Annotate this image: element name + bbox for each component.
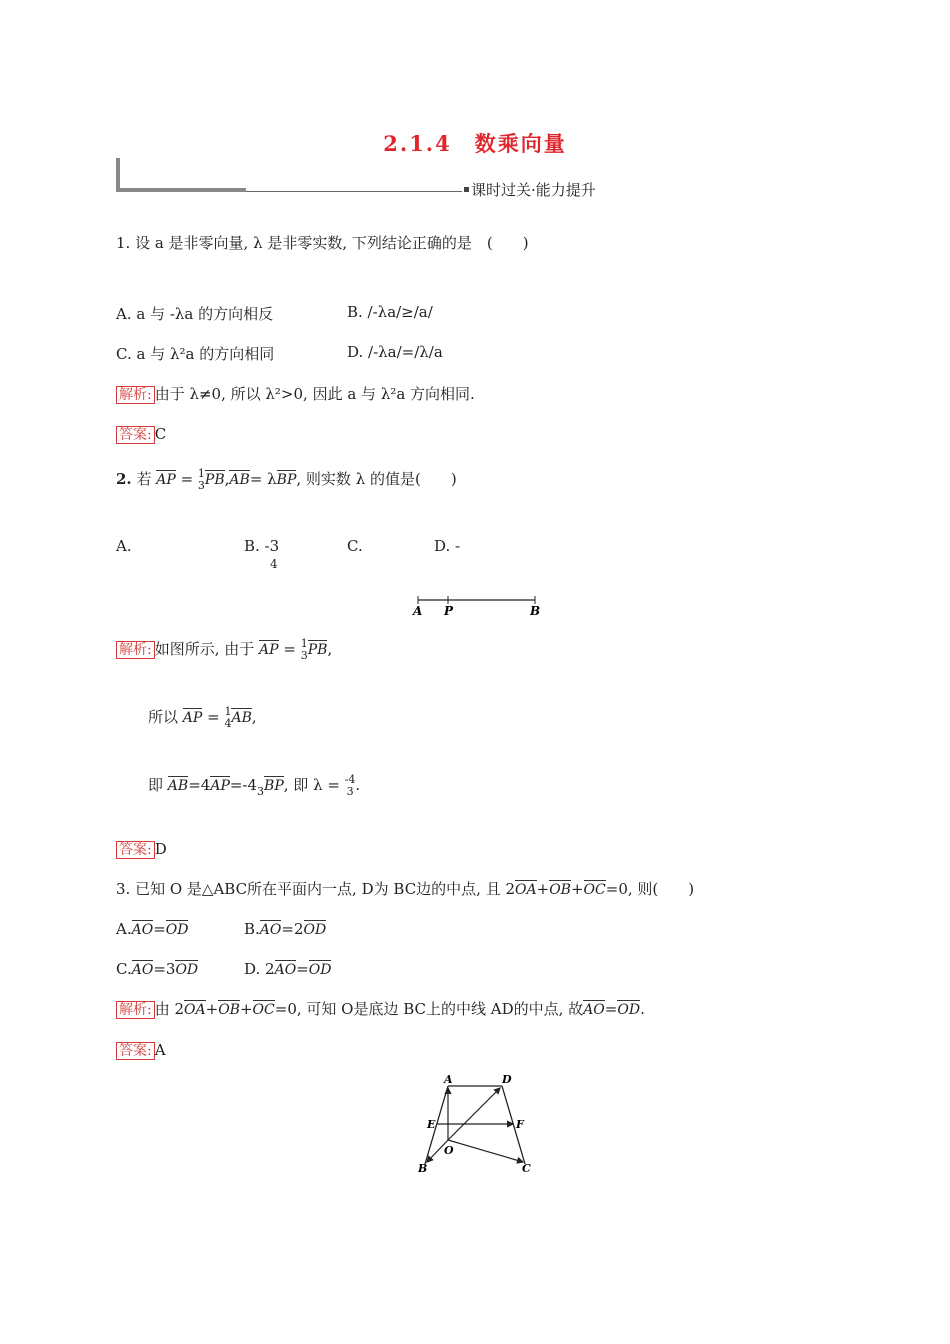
q3-trapezoid-figure bbox=[410, 1068, 540, 1178]
q1-answer bbox=[116, 424, 166, 444]
label-b: B bbox=[418, 1162, 428, 1175]
vec-ap: AP bbox=[182, 710, 203, 726]
page-title: 2.1.4 数乘向量 bbox=[383, 131, 567, 156]
label-a: A bbox=[444, 1073, 453, 1086]
vec-bp: BP bbox=[276, 472, 297, 488]
eq-neg-four: =-4 bbox=[229, 776, 258, 794]
q1-option-b: B. /-λa/≥/a/ bbox=[347, 303, 433, 321]
q3-stem: 3. 已知 O 是△ABC所在平面内一点, D为 BC边的中点, 且 2OA+OB+OC=0, 则( ) bbox=[116, 880, 695, 898]
q1-analysis-text: 由于 λ≠0, 所以 λ²>0, 因此 a 与 λ²a 方向相同. bbox=[154, 385, 475, 403]
vector-od bbox=[448, 1088, 500, 1140]
frac-one-fourth: 1 4 bbox=[224, 705, 232, 730]
q2-stem-post: , 则实数 λ 的值是( ) bbox=[296, 470, 457, 488]
header-label: 课时过关·能力提升 bbox=[471, 181, 596, 199]
label-d: D bbox=[502, 1073, 512, 1086]
frac-neg-four-thirds: -4 3 bbox=[344, 773, 356, 798]
vec-bp: BP bbox=[264, 778, 284, 794]
q2-analysis: 解析: 如图所示, 由于 AP = 1 3PB, bbox=[116, 638, 332, 662]
label-a: A bbox=[413, 604, 423, 618]
eq-sign: = bbox=[207, 708, 220, 726]
vec-ap: AP bbox=[259, 642, 279, 658]
label-o: O bbox=[444, 1144, 454, 1157]
label-c: C bbox=[522, 1162, 531, 1175]
q1-option-d: D. /-λa/=/λ/a bbox=[347, 343, 443, 361]
q3-option-a: A.AO=OD bbox=[116, 920, 189, 938]
label-e: E bbox=[427, 1118, 436, 1131]
vec-ob: OB bbox=[549, 882, 571, 898]
q2-option-b: B. -3 4 bbox=[244, 537, 280, 571]
frac-one-third: 1 3 bbox=[300, 637, 308, 662]
vec-pb: PB bbox=[307, 642, 328, 658]
q1-option-a: A. a 与 -λa 的方向相反 bbox=[116, 305, 274, 323]
label-f: F bbox=[516, 1118, 524, 1131]
q3-option-b: B.AO=2OD bbox=[244, 920, 327, 938]
eq-sign: = bbox=[283, 640, 296, 658]
header-bar-thick bbox=[116, 188, 246, 192]
analysis-tag: 解析: bbox=[116, 386, 155, 404]
q2-answer bbox=[116, 839, 167, 859]
q3-option-c: C.AO=3OD bbox=[116, 960, 199, 978]
vec-ap: AP bbox=[210, 778, 230, 794]
vec-oc: OC bbox=[583, 882, 606, 898]
q2-analysis-line3: 即 AB=4AP=-4 3BP, 即 λ = -4 3 . bbox=[148, 773, 361, 798]
q2-option-a: A. bbox=[116, 537, 132, 555]
q2-analysis-line2: 所以 AP = 1 4AB, bbox=[148, 705, 257, 730]
vec-oa: OA bbox=[515, 882, 537, 898]
q1-answer-text: C bbox=[154, 425, 167, 443]
analysis-tag: 解析: bbox=[116, 641, 155, 659]
label-b: B bbox=[530, 604, 541, 618]
header-bar-vertical bbox=[116, 158, 120, 192]
header-bullet-icon bbox=[464, 187, 469, 192]
label-p: P bbox=[444, 604, 454, 618]
q2-stem-pre: 若 bbox=[136, 470, 152, 488]
q2-segment-figure bbox=[408, 592, 548, 620]
eq-sign: = bbox=[180, 470, 194, 488]
q2-option-d: D. - bbox=[434, 537, 461, 555]
vec-pb: PB bbox=[204, 472, 225, 488]
answer-tag: 答案: bbox=[116, 426, 155, 444]
q3-option-d: D. 2AO=OD bbox=[244, 960, 332, 978]
q3-answer-text: A bbox=[154, 1041, 166, 1059]
vec-ab: AB bbox=[167, 778, 189, 794]
vec-ab: AB bbox=[231, 710, 252, 726]
eq-four: =4 bbox=[188, 776, 211, 794]
answer-tag: 答案: bbox=[116, 841, 155, 859]
header-rule bbox=[246, 191, 462, 192]
q2-analysis-text: 如图所示, 由于 bbox=[154, 640, 255, 658]
vector-oc bbox=[448, 1140, 523, 1162]
q2-option-c: C. bbox=[347, 537, 363, 555]
q1-analysis bbox=[116, 383, 475, 404]
analysis-tag: 解析: bbox=[116, 1001, 155, 1019]
q1-stem: 1. 设 a 是非零向量, λ 是非零实数, 下列结论正确的是 ( ) bbox=[116, 234, 529, 252]
eq-lambda: = λ bbox=[249, 470, 277, 488]
q2-stem: 2. 若 AP = 1 3PB,AB= λBP, 则实数 λ 的值是( ) bbox=[116, 467, 457, 492]
q2-answer-text: D bbox=[154, 840, 167, 858]
answer-tag: 答案: bbox=[116, 1042, 155, 1060]
q2-option-b-den: 4 bbox=[270, 557, 278, 571]
frac-denominator-three: 3 bbox=[257, 785, 265, 798]
q3-answer bbox=[116, 1040, 166, 1060]
q2-number: 2. bbox=[116, 470, 132, 488]
vec-ab: AB bbox=[229, 472, 250, 488]
vec-ap: AP bbox=[156, 472, 176, 488]
frac-one-third: 1 3 bbox=[197, 467, 205, 492]
q1-option-c: C. a 与 λ²a 的方向相同 bbox=[116, 345, 275, 363]
q3-analysis: 解析: 由 2OA+OB+OC=0, 可知 O是底边 BC上的中线 AD的中点, 故AO=OD. bbox=[116, 998, 645, 1019]
